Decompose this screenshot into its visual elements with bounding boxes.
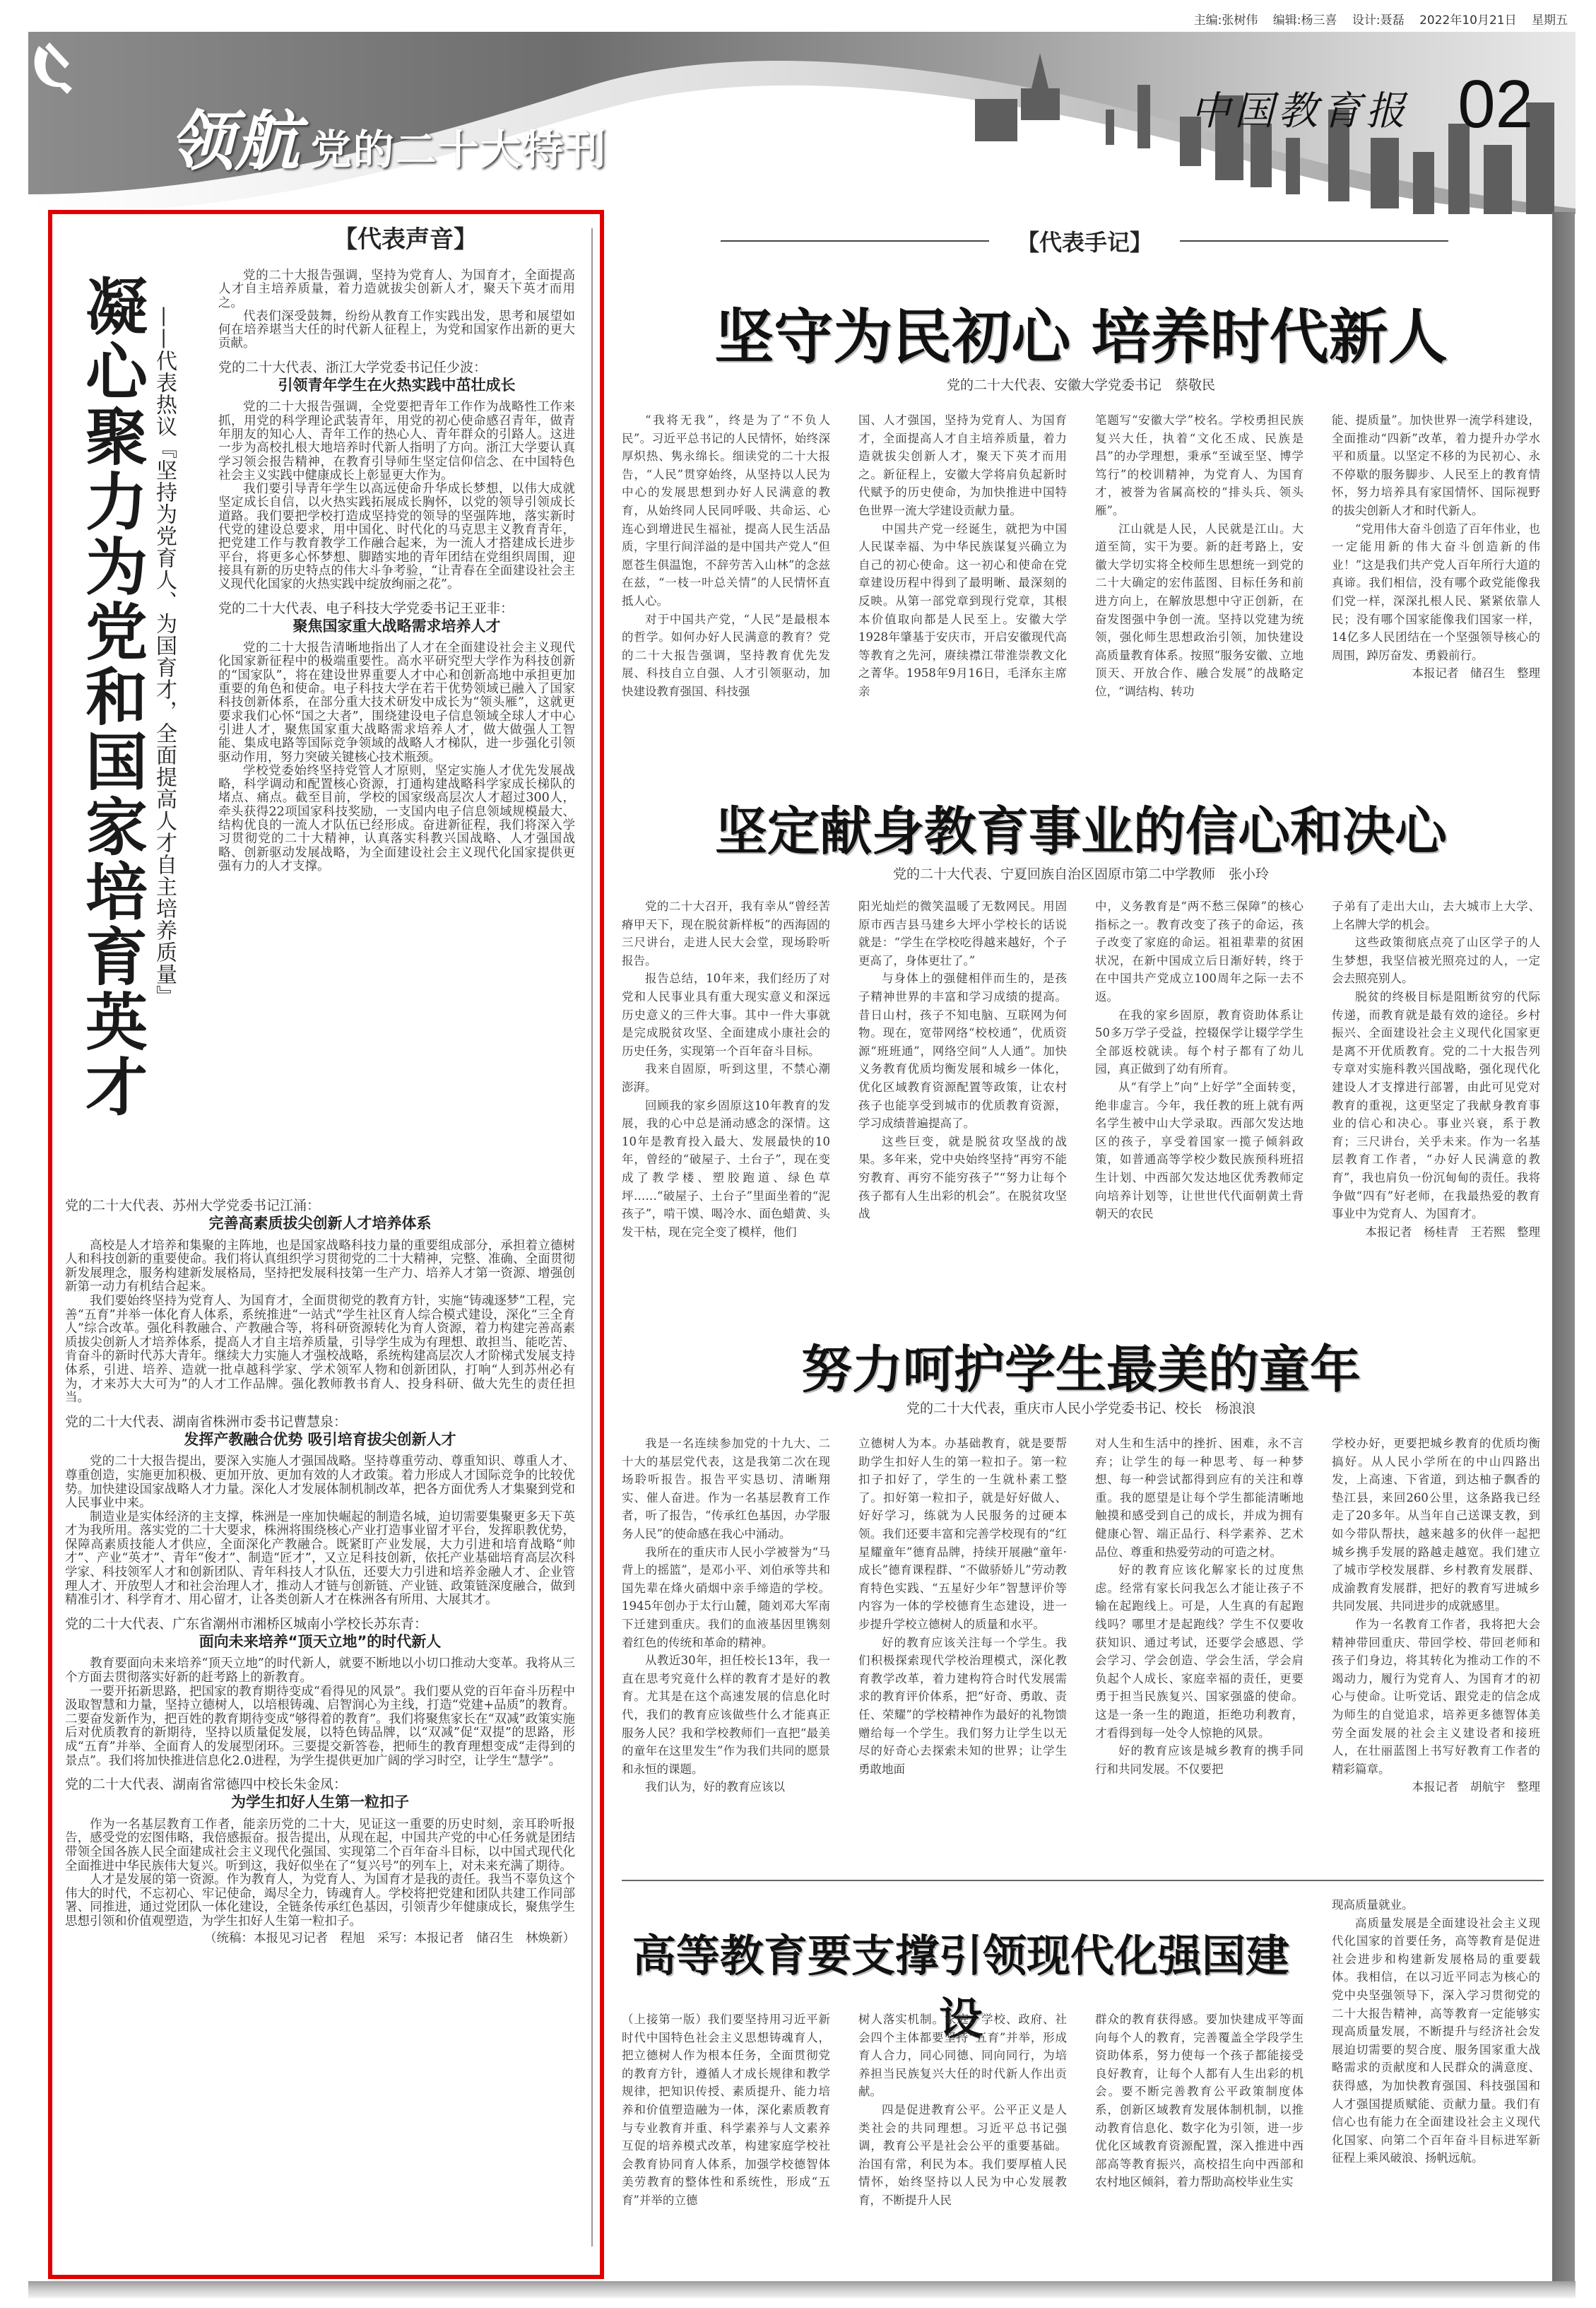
paragraph: 国、人才强国，坚持为党育人、为国育才，全面提高人才自主培养质量，着力造就拔尖创新人才，聚天下英才而用之。新征程上，安徽大学将肩负起新时代赋予的历史使命，为加快推进中国特色世界一流大学建设贡献力量。	[858, 413, 1067, 517]
column-rule	[591, 228, 593, 2247]
section-headline: 引领青年学生在火热实践中茁壮成长	[278, 377, 516, 394]
paragraph: 对人生和生活中的挫折、困难，永不言弃；让学生的每一种思考、每一种梦想、每一种尝试都得到应有的关注和尊重。我的愿望是让每个学生都能清晰地触摸和感受到自己的成长，并成为拥有健康心智、端正品行、科学素养、艺术品位、尊重和热爱劳动的可造之材。	[1095, 1437, 1304, 1559]
text-column	[622, 897, 830, 1241]
speaker-line: 党的二十大代表、湖南省株洲市委书记曹慧泉：	[65, 1413, 348, 1430]
paragraph: 对于中国共产党，“人民”是最根本的哲学。如何办好人民满意的教育？党的二十大报告强调，坚持教育优先发展、科技自立自强、人才引领驱动，加快建设教育强国、科技强	[622, 612, 830, 698]
designer: 设计:聂磊	[1352, 13, 1405, 28]
paragraph: 与身体上的强健相伴而生的，是孩子精神世界的丰富和学习成绩的提高。昔日山村，孩子不知电脑、互联网为何物。现在，宽带网络“校校通”，优质资源“班班通”，网络空间“人人通”。加快义务教育优质均衡发展和城乡一体化，优化区域教育资源配置等政策，让农村孩子也能享受到城市的优质教育资源，学习成绩普遍提高了。	[858, 972, 1067, 1131]
weekday: 星期五	[1532, 13, 1568, 28]
section-headline: 面向未来培养“顶天立地”的时代新人	[199, 1633, 442, 1651]
text-column	[622, 411, 830, 701]
paragraph: 这些巨变，就是脱贫攻坚战的战果。多年来，党中央始终坚持“再穷不能穷教育、再穷不能穷孩子”“努力让每个孩子都有人生出彩的机会”。在脱贫攻坚战	[858, 1134, 1067, 1221]
paragraph: 树人落实机制。家庭、学校、政府、社会四个主体都要坚持“五育”并举，形成育人合力，同心同德、同向同行，为培养担当民族复兴大任的时代新人作出贡献。	[858, 2013, 1067, 2099]
chief-editor: 主编:张树伟	[1193, 13, 1258, 28]
paragraph: 这些政策彻底点亮了山区学子的人生梦想，我坚信被光照亮过的人，一定会去照亮别人。	[1332, 936, 1540, 986]
paragraph: 在我的家乡固原，教育资助体系让50多万学子受益，控辍保学让辍学学生全部返校就读。每个村子都有了幼儿园，真正做到了幼有所育。	[1095, 1008, 1304, 1076]
page-number: 02	[1458, 66, 1533, 142]
intro-paragraph: 党的二十大报告强调，坚持为党育人、为国育才，全面提高人才自主培养质量，着力造就拔尖创新人才，聚天下英才而用之。	[218, 269, 575, 310]
delegate-notes-header	[622, 225, 1540, 256]
text-column	[858, 411, 1067, 701]
body-paragraph: 党的二十大报告提出，要深入实施人才强国战略。坚持尊重劳动、尊重知识、尊重人才、尊重创造，实施更加积极、更加开放、更加有效的人才政策。着力形成人才国际竞争的比较优势。加快建设国家战略人才力量。深化人才发展体制机制改革，把各方面优秀人才集聚到党和人民事业中来。	[65, 1454, 575, 1511]
paragraph: 我是一名连续参加党的十九大、二十大的基层党代表，这是我第二次在现场聆听报告。报告平实恳切、清晰翔实、催人奋进。作为一名基层教育工作者，听了报告，“传承红色基因，办学服务人民”的使命感在我心中涌动。	[622, 1437, 830, 1541]
paragraph: 阳光灿烂的微笑温暖了无数网民。用固原市西吉县马建乡大坪小学校长的话说就是：“学生在学校吃得越来越好，个子更高了，身体更壮了。”	[858, 900, 1067, 967]
section-label: 【代表声音】	[333, 225, 478, 254]
paragraph: 我来自固原，听到这里，不禁心潮澎湃。	[622, 1062, 830, 1094]
paragraph: 好的教育应该关注每一个学生。我们积极探索现代学校治理模式，深化教育教学改革，着力建构符合时代发展需求的教育评价体系，把“好奇、勇敢、责任、荣耀”的学校精神作为最好的礼物馈赠给每一个学生。我们努力让学生以无尽的好奇心去探索未知的世界；让学生勇敢地面	[858, 1635, 1067, 1776]
body-paragraph: 学校党委始终坚持党管人才原则，坚定实施人才优先发展战略，科学调动和配置核心资源，打通构建战略科学家成长梯队的堵点、痛点。截至目前，学校的国家级高层次人才超过300人，牵头获得22项国家科技奖励，一支国内电子信息领域规模最大、结构优良的一流人才队伍已经形成。奋进新征程，我们将深入学习贯彻党的二十大精神，认真落实科教兴国战略、人才强国战略、创新驱动发展战略，为全面建设社会主义现代化国家提供更强有力的人才支撑。	[218, 763, 575, 873]
paragraph: 高质量发展是全面建设社会主义现代化国家的首要任务，高等教育是促进社会进步和构建新发展格局的重要载体。我相信，在以习近平同志为核心的党中央坚强领导下，深入学习贯彻党的二十大报告精神，高等教育一定能够实现高质量发展，不断提升与经济社会发展迫切需要的契合度、服务国家重大战略需求的贡献度和人民群众的满意度、获得感，为加快教育强国、科技强国和人才强国提质赋能、贡献力量。我们有信心也有能力在全面建设社会主义现代化国家、向第二个百年奋斗目标进军新征程上乘风破浪、扬帆远航。	[1332, 1916, 1540, 2165]
text-column	[1095, 897, 1304, 1241]
speaker-line: 党的二十大代表、广东省潮州市湘桥区城南小学校长苏东青：	[65, 1615, 428, 1632]
paragraph: 中国共产党一经诞生，就把为中国人民谋幸福、为中华民族谋复兴确立为自己的初心使命。这一初心和使命在党章建设历程中得到了最明晰、最深刻的反映。从第一部党章到现行党章，其根本价值取向都是人民至上。安徽大学1928年肇基于安庆市，开启安徽现代高等教育之先河，赓续襟江带淮崇教文化之菁华。1958年9月16日，毛泽东主席亲	[858, 522, 1067, 698]
section-label: 【代表手记】	[1016, 229, 1152, 256]
paragraph: 笔题写“安徽大学”校名。学校勇担民族复兴大任，执着“文化丕成、民族是昌”的办学理想，秉承“至诚至坚、博学笃行”的校训精神，为党育人、为国育才，被誉为省属高校的“排头兵、领头雁”。	[1095, 413, 1304, 517]
voices-lower-column	[65, 1189, 575, 1945]
article-title: 坚定献身教育事业的信心和决心	[715, 801, 1447, 862]
column-logo: 领航	[170, 104, 300, 179]
sub-headline: ——代表热议『坚持为党育人、为国育才，全面提高人才自主培养质量』	[152, 306, 177, 1007]
body-paragraph: 人才是发展的第一资源。作为教育人，为党育人、为国育才是我的责任。我当不辜负这个伟大的时代，不忘初心、牢记使命，竭尽全力，铸魂育人。学校将把党建和团队共建工作同部署、同推进，通过党团队一体化建设，全链条传承红色基因，引领青少年健康成长，聚焦学生思想引领和价值观塑造，为学生扣好人生第一粒扣子。	[65, 1873, 575, 1929]
text-column	[1332, 1435, 1540, 1796]
article-divider	[622, 1880, 1544, 1881]
speaker-line: 党的二十大代表、苏州大学党委书记江涌：	[65, 1198, 321, 1213]
article-body	[622, 411, 1540, 701]
paragraph: 回顾我的家乡固原这10年教育的发展，我的心中总是涌动感念的深情。这10年是教育投入最大、发展最快的10年，曾经的“破屋子、土台子”，现在变成了教学楼、塑胶跑道、绿色草坪……“破屋子、土台子”里面坐着的“泥孩子”，啃干馍、喝冷水、面色蜡黄、头发干枯，现在完全变了模样，他们	[622, 1098, 830, 1239]
paragraph: 作为一名教育工作者，我将把大会精神带回重庆、带回学校、带回老师和孩子们身边，将其转化为推动工作的不竭动力，履行为党育人、为国育才的初心与使命。让听党话、跟党走的信念成为师生的自觉追求，培养更多德智体美劳全面发展的社会主义建设者和接班人，在壮丽蓝图上书写好教育工作者的精彩篇章。	[1332, 1617, 1540, 1776]
body-paragraph: 制造业是实体经济的主支撑，株洲是一座加快崛起的制造名城，迫切需要集聚更多天下英才为我所用。落实党的二十大要求，株洲将围绕核心产业打造事业留才平台，发挥职教优势，保障高素质技能人才供应，全面深化产教融合。既紧盯产业发展，大力引进和培育战略“帅才”、产业“英才”、青年“俊才”、制造“匠才”，又立足科技创新，依托产业基础培育高层次科学家、科技领军人才和创新团队、青年科技人才队伍，还要大力引进和培养金融人才、企业管理人才、开放型人才和社会治理人才，推动人才链与创新链、产业链、政策链深度融合，做到精准引才、科学育才、用心留才，让各类创新人才在株洲各有所用、大展其才。	[65, 1509, 575, 1608]
paragraph: （上接第一版）我们要坚持用习近平新时代中国特色社会主义思想铸魂育人，把立德树人作为根本任务，全面贯彻党的教育方针，遵循人才成长规律和教学规律，把知识传授、素质提升、能力培养和价值塑造融为一体，深化素质教育与专业教育并重、科学素养与人文素养互促的培养模式改革，构建家庭学校社会教育协同育人体系，加强学校德智体美劳教育的整体性和系统性，形成“五育”并举的立德	[622, 2013, 830, 2207]
paragraph: 现高质量就业。	[1332, 1898, 1414, 1912]
body-paragraph: 一要开拓新思路，把国家的教育期待变成“看得见的风景”。我们要从党的百年奋斗历程中汲取智慧和力量，坚持立德树人，以培根铸魂、启智润心为主线，打造“党建+品质”的教育。二要奋发新作为，把百姓的教育期待变成“够得着的教育”。我们将聚焦家长在“双减”政策实施后对优质教育的新期待，坚持以质量促发展，以特色铸品牌，以“双减”促“双提”的思路，形成“五育”并举、全面育人的发展型闭环。三要提交新答卷，把师生的教育理想变成“走得到的景点”。我们将加快推进信息化2.0进程，为学生提供更加广阔的学习时空，让学生“慧学”。	[65, 1684, 575, 1768]
paragraph: 好的教育应该是城乡教育的携手同行和共同发展。不仅要把	[1095, 1744, 1304, 1776]
paragraph: 从教近30年，担任校长13年，我一直在思考究竟什么样的教育才是好的教育。尤其是在这个高速发展的信息化时代，我们的教育应该做些什么才能真正服务人民？我和学校教师们一直把“最美的童年在这里发生”作为我们共同的愿景和永恒的课题。	[622, 1654, 830, 1776]
voices-upper-column	[218, 269, 575, 873]
paragraph: 党的二十大召开，我有幸从“曾经苦瘠甲天下，现在脱贫新样板”的西海固的三尺讲台，走进人民大会堂，现场聆听报告。	[622, 900, 830, 967]
body-paragraph: 高校是人才培养和集聚的主阵地，也是国家战略科技力量的重要组成部分，承担着立德树人和科技创新的重要使命。我们将认真组织学习贯彻党的二十大精神，完整、准确、全面贯彻新发展理念，服务构建新发展格局，坚持把发展科技第一生产力、培养人才第一资源、增强创新第一动力有机结合起来。	[65, 1238, 575, 1295]
bottom-swoosh	[28, 2281, 1576, 2298]
intro-paragraph: 代表们深受鼓舞，纷纷从教育工作实践出发，思考和展望如何在培养堪当大任的时代新人征程上，为党和国家作出新的更大贡献。	[218, 309, 575, 351]
reporter-credit: 本报记者 胡航宇 整理	[1412, 1780, 1540, 1794]
paragraph: 报告总结，10年来，我们经历了对党和人民事业具有重大现实意义和深远历史意义的三件大事。其中一件大事就是完成脱贫攻坚、全面建成小康社会的历史任务，实现第一个百年奋斗目标。	[622, 972, 830, 1058]
text-column	[622, 2010, 830, 2210]
article-title: 努力呵护学生最美的童年	[800, 1339, 1361, 1399]
paragraph: “我将无我”，终是为了“不负人民”。习近平总书记的人民情怀，始终深厚炽热、隽永绵长。细读党的二十大报告，“人民”贯穿始终，从坚持以人民为中心的发展思想到办好人民满意的教育，从始终同人民同呼吸、共命运、心连心到增进民生福祉，提高人民生活品质，字里行间洋溢的是中国共产党人“但愿苍生俱温饱，不辞劳苦入山林”的念兹在兹，“一枝一叶总关情”的人民情怀直抵人心。	[622, 413, 830, 608]
text-column	[1095, 1435, 1304, 1796]
body-paragraph: 我们要引导青年学生以高远使命升华成长梦想，以伟大成就坚定成长自信，以火热实践拓展成长胸怀，以党的领导引领成长道路。我们要把学校打造成坚持党的领导的坚强阵地，落实新时代党的建设总要求，用中国化、时代化的马克思主义教育青年，把党建工作与教育教学工作融合起来，为一流人才搭建成长进步平台，将更多心怀梦想、脚踏实地的青年团结在党组织周围，迎接具有新的历史特点的伟大斗争考验，“让青春在全面建设社会主义现代化国家的火热实践中绽放绚丽之花”。	[218, 482, 575, 592]
header-rule-right	[1180, 240, 1448, 242]
paragraph: “党用伟大奋斗创造了百年伟业，也一定能用新的伟大奋斗创造新的伟业！”这是我们共产党人百年所行大道的真谛。我们相信，没有哪个政党能像我们党一样，深深扎根人民、紧紧依靠人民；没有哪个国家能像我们国家一样，14亿多人民团结在一个坚强领导核心的周围，踔厉奋发、勇毅前行。	[1332, 522, 1540, 662]
article-title: 坚守为民初心 培养时代新人	[714, 302, 1448, 372]
paragraph: 我所在的重庆市人民小学被誉为“马背上的摇篮”，是邓小平、刘伯承等共和国先辈在烽火硝烟中亲手缔造的学校。1945年创办于太行山麓，随刘邓大军南下迁建到重庆。我们的血液基因里镌刻着红色的传统和革命的精神。	[622, 1545, 830, 1649]
paragraph: 我们认为，好的教育应该以	[645, 1780, 785, 1794]
section-headline: 发挥产教融合优势 吸引培育拔尖创新人才	[184, 1431, 456, 1449]
paragraph: 江山就是人民，人民就是江山。大道至简，实干为要。新的赶考路上，安徽大学切实将全校师生思想统一到党的二十大确定的宏伟蓝图、目标任务和前进方向上，在解放思想中守正创新，在奋发图强中争创一流。坚持以党建为统领，强化师生思想政治引领，加快建设高质量教育体系。按照“服务安徽、立地顶天、开放合作、融合发展”的战略定位，“调结构、转功	[1095, 522, 1304, 698]
delegate-voices-section	[48, 210, 604, 2279]
body-paragraph: 党的二十大报告强调，全党要把青年工作作为战略性工作来抓，用党的科学理论武装青年，用党的初心使命感召青年，做青年朋友的知心人、青年工作的热心人、青年群众的引路人。这进一步为高校扎根大地培养时代新人指明了方向。浙江大学要认真学习领会报告精神，在教育引导师生坚定信仰信念、在中国特色社会主义实践中健康成长上彰显更大作为。	[218, 400, 575, 483]
text-column	[858, 897, 1067, 1241]
section-headline: 为学生扣好人生第一粒扣子	[231, 1794, 409, 1811]
paragraph: 学校办好，更要把城乡教育的优质均衡搞好。从人民小学所在的中山四路出发，上高速、下省道，到达柚子飘香的垫江县，来回260公里，这条路我已经走了20多年。从当年自己送课支教，到如今带队帮扶，越来越多的伙伴一起把城乡携手发展的路越走越宽。我们建立了城市学校发展群、乡村教育发展群、成渝教育发展群，把好的教育写进城乡共同发展、共同进步的成就感里。	[1332, 1437, 1540, 1613]
speaker-line: 党的二十大代表、湖南省常德四中校长朱金凤：	[65, 1777, 348, 1793]
page-banner	[28, 32, 1576, 214]
reporter-credit: 本报记者 杨桂青 王若熙 整理	[1365, 1225, 1540, 1239]
body-paragraph: 教育要面向未来培养“顶天立地”的时代新人，就要不断地以小切口推动大变革。我将从三个方面去贯彻落实好新的赶考路上的新教育。	[65, 1656, 575, 1685]
paragraph: 立德树人为本。办基础教育，就是要帮助学生扣好人生的第一粒扣子。第一粒扣子扣好了，学生的一生就朴素工整了。扣好第一粒扣子，就是好好做人、好好学习，练就为人民服务的过硬本领。我们还要丰富和完善学校现有的“红星耀童年”德育品牌，持续开展融“童年·成长”德育课程群、“不做骄娇儿”劳动教育特色实践、“五星好少年”智慧评价等内容为一体的学校德育生态建设，进一步提升学校立德树人的质量和水平。	[858, 1437, 1067, 1631]
text-column	[622, 1435, 830, 1796]
paragraph: 脱贫的终极目标是阻断贫穷的代际传递，而教育就是最有效的途径。乡村振兴、全面建设社会主义现代化国家更是离不开优质教育。党的二十大报告列专章对实施科教兴国战略，强化现代化建设人才支撑进行部署，由此可见党对教育的重视，这更坚定了我献身教育事业的信心和决心。事业兴衰，系于教育；三尺讲台，关乎未来。作为一名基层教育工作者，“办好人民满意的教育”，我也肩负一份沉甸甸的责任。我将争做“四有”好老师，在我最热爱的教育事业中为党育人、为国育才。	[1332, 989, 1540, 1221]
party-emblem-icon	[28, 32, 78, 95]
body-paragraph: 我们要始终坚持为党育人、为国育才，全面贯彻党的教育方针，实施“铸魂逐梦”工程，完善“五育”并举一体化育人体系，系统推进“一站式”学生社区育人综合模式建设，深化“三全育人”综合改革。强化科教融合、产教融合等，将科研资源转化为育人资源，着力构建完善高素质拔尖创新人才培养体系，提高人才自主培养质量，引导学生成为有理想、敢担当、能吃苦、肯奋斗的新时代苏大青年。继续大力实施人才强校战略，系统构建高层次人才阶梯式发展支持体系，引进、培养、造就一批卓越科学家、学术领军人物和创新团队，打响“人到苏州必有为，才来苏大大可为”的人才工作品牌。强化教师教书育人、投身科研、做大先生的责任担当。	[65, 1293, 575, 1406]
masthead-meta	[1183, 10, 1568, 28]
banner-title	[170, 90, 608, 183]
body-paragraph: 党的二十大报告清晰地指出了人才在全面建设社会主义现代化国家新征程中的极端重要性。高水平研究型大学作为科技创新的“国家队”，将在建设世界重要人才中心和创新高地中承担更加重要的角色和使命。电子科技大学在若干优势领域已融入了国家科技创新体系，在部分重大技术研发中成长为“领头雁”，这就更要求我们心怀“国之大者”，围绕建设电子信息领域全球人才中心引进人才，聚焦国家重大战略需求培养人才，做大做强人工智能、集成电路等国际竞争领域的战略人才梯队，进一步强化引领驱动作用，努力突破关键核心技术瓶颈。	[218, 641, 575, 765]
special-issue-title: 党的二十大特刊	[310, 126, 608, 174]
text-column	[1095, 2010, 1304, 2210]
body-paragraph: 作为一名基层教育工作者，能亲历党的二十大，见证这一重要的历史时刻，亲耳聆听报告，感受党的宏图伟略，我倍感振奋。报告提出，从现在起，中国共产党的中心任务就是团结带领全国各族人民全面建成社会主义现代化强国、实现第二个百年奋斗目标，以中国式现代化全面推进中华民族伟大复兴。听到这，我好似坐在了“复兴号”的列车上，对未来充满了期待。	[65, 1817, 575, 1873]
paragraph: 从“有学上”向“上好学”全面转变，绝非虚言。今年，我任教的班上就有两名学生被中山大学录取。西部欠发达地区的孩子，享受着国家一揽子倾斜政策，如普通高等学校少数民族预科班招生计划、中西部欠发达地区优秀教师定向培养计划等，让世世代代面朝黄土背朝天的农民	[1095, 1080, 1304, 1221]
main-headline: 凝心聚力为党和国家培育英才	[76, 274, 149, 1119]
text-column	[1095, 411, 1304, 701]
paragraph: 四是促进教育公平。公平正义是人类社会的共同理想。习近平总书记强调，教育公平是社会公平的重要基础。治国有常，利民为本。我们要厚植人民情怀，始终坚持以人民为中心发展教育，不断提升人民	[858, 2102, 1067, 2207]
header-rule-left	[721, 240, 989, 242]
paragraph: 能、提质量”。加快世界一流学科建设，全面推动“四新”改革，着力提升办学水平和质量。以坚定不移的为民初心、永不停歇的服务脚步、人民至上的教育情怀，努力培养具有家国情怀、国际视野的拔尖创新人才和时代新人。	[1332, 413, 1540, 517]
article-body	[622, 897, 1540, 1241]
article-byline: 党的二十大代表、安徽大学党委书记 蔡敬民	[946, 377, 1215, 393]
paragraph: 群众的教育获得感。要加快建成平等面向每个人的教育，完善覆盖全学段学生资助体系，努力使每一个孩子都能接受良好教育，让每个人都有人生出彩的机会。要不断完善教育公平政策制度体系，创新区域教育发展体制机制，以推动教育信息化、数字化为引领，进一步优化区域教育资源配置，深入推进中西部高等教育振兴，高校招生向中西部和农村地区倾斜，着力帮助高校毕业生实	[1095, 2013, 1304, 2189]
paragraph: 中，义务教育是“两不愁三保障”的核心指标之一。教育改变了孩子的命运，孩子改变了家庭的命运。祖祖辈辈的贫困状况，在新中国成立后日渐好转，终于在中国共产党成立100周年之际一去不返。	[1095, 900, 1304, 1003]
article-byline: 党的二十大代表，重庆市人民小学党委书记、校长 杨浪浪	[906, 1401, 1255, 1416]
text-column	[1332, 411, 1540, 701]
newspaper-name: 中国教育报	[1190, 88, 1409, 134]
page-edge-bar	[1552, 212, 1575, 2283]
issue-date: 2022年10月21日	[1419, 13, 1517, 28]
section-headline: 完善高素质拔尖创新人才培养体系	[208, 1215, 432, 1232]
reporter-credit: 本报记者 储召生 整理	[1412, 666, 1540, 681]
article-body	[622, 1435, 1540, 1796]
credit-line: （统稿：本报见习记者 程旭 采写：本报记者 储召生 林焕新）	[204, 1931, 575, 1945]
speaker-line: 党的二十大代表、浙江大学党委书记任少波：	[218, 359, 487, 375]
editor: 编辑:杨三喜	[1272, 13, 1337, 28]
text-column	[858, 2010, 1067, 2210]
text-column	[858, 1435, 1067, 1796]
paragraph: 子弟有了走出大山，去大城市上大学、上名牌大学的机会。	[1332, 900, 1540, 931]
article-byline: 党的二十大代表、宁夏回族自治区固原市第二中学教师 张小玲	[892, 866, 1269, 882]
text-column	[1332, 897, 1540, 1241]
text-column	[1332, 1896, 1540, 2210]
section-headline: 聚焦国家重大战略需求培养人才	[292, 617, 501, 635]
article-title: 高等教育要支撑引领现代化强国建设	[632, 1930, 1289, 2044]
paragraph: 好的教育应该化解家长的过度焦虑。经常有家长问我怎么才能让孩子不输在起跑线上。可是，人生真的有起跑线吗？哪里才是起跑线？学生不仅要收获知识、通过考试，还要学会感恩、学会学习、学会创造、学会生活，学会肩负起个人成长、家庭幸福的责任，更要勇于担当民族复兴、国家强盛的使命。这是一条一生的跑道，拒绝功利教育，才看得到每一处令人惊艳的风景。	[1095, 1563, 1304, 1740]
speaker-line: 党的二十大代表、电子科技大学党委书记王亚非：	[218, 600, 514, 616]
